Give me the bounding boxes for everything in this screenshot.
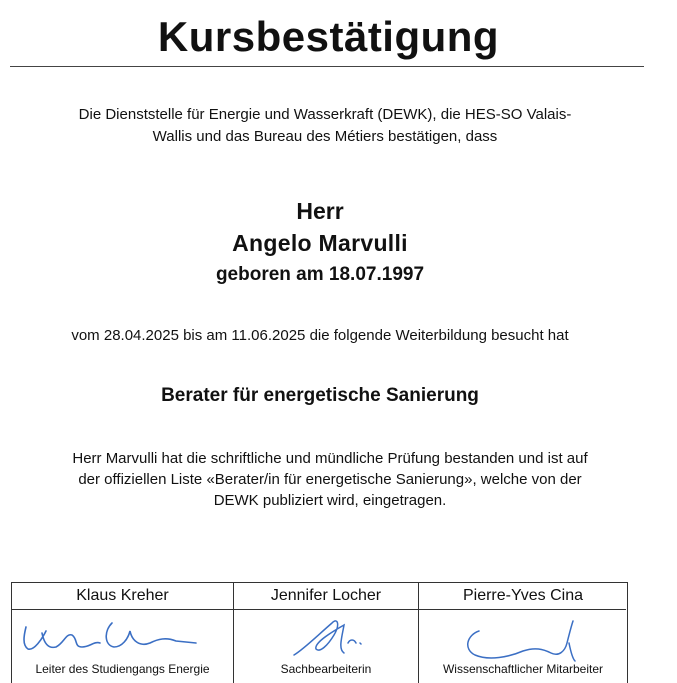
signatory-name: Klaus Kreher [76, 587, 169, 604]
result-line: DEWK publiziert wird, eingetragen. [213, 492, 447, 509]
signatory-role: Sachbearbeiterin [280, 662, 372, 676]
handwritten-signature [12, 613, 234, 663]
signature-cell [419, 583, 627, 683]
signature-header-rule [11, 609, 626, 610]
document-title: Kursbestätigung [157, 13, 500, 60]
course-period: vom 28.04.2025 bis am 11.06.2025 die folgende Weiterbildung besucht hat [71, 327, 569, 344]
handwritten-signature [419, 613, 627, 663]
signature-cell [234, 583, 419, 683]
intro-paragraph [0, 104, 650, 148]
salutation: Herr [296, 198, 344, 224]
signatory-role: Leiter des Studiengangs Energie [35, 662, 210, 676]
result-line: der offiziellen Liste «Berater/in für energetische Sanierung», welche von der [78, 471, 582, 488]
birth-date: geboren am 18.07.1997 [215, 264, 425, 285]
handwritten-signature [234, 613, 419, 663]
signature-cell [12, 583, 234, 683]
signature-table [11, 582, 628, 683]
signatory-name: Pierre-Yves Cina [462, 587, 584, 604]
result-line: Herr Marvulli hat die schriftliche und mündliche Prüfung bestanden und ist auf [72, 450, 588, 467]
intro-line: Wallis und das Bureau des Métiers bestätigen, dass [152, 128, 498, 145]
result-paragraph [0, 448, 660, 511]
intro-line: Die Dienststelle für Energie und Wasserkraft (DEWK), die HES-SO Valais- [78, 106, 572, 123]
course-title: Berater für energetische Sanierung [161, 385, 479, 406]
signatory-role: Wissenschaftlicher Mitarbeiter [442, 662, 604, 676]
title-underline [10, 66, 644, 67]
signatory-name: Jennifer Locher [270, 587, 382, 604]
person-name: Angelo Marvulli [232, 230, 408, 256]
